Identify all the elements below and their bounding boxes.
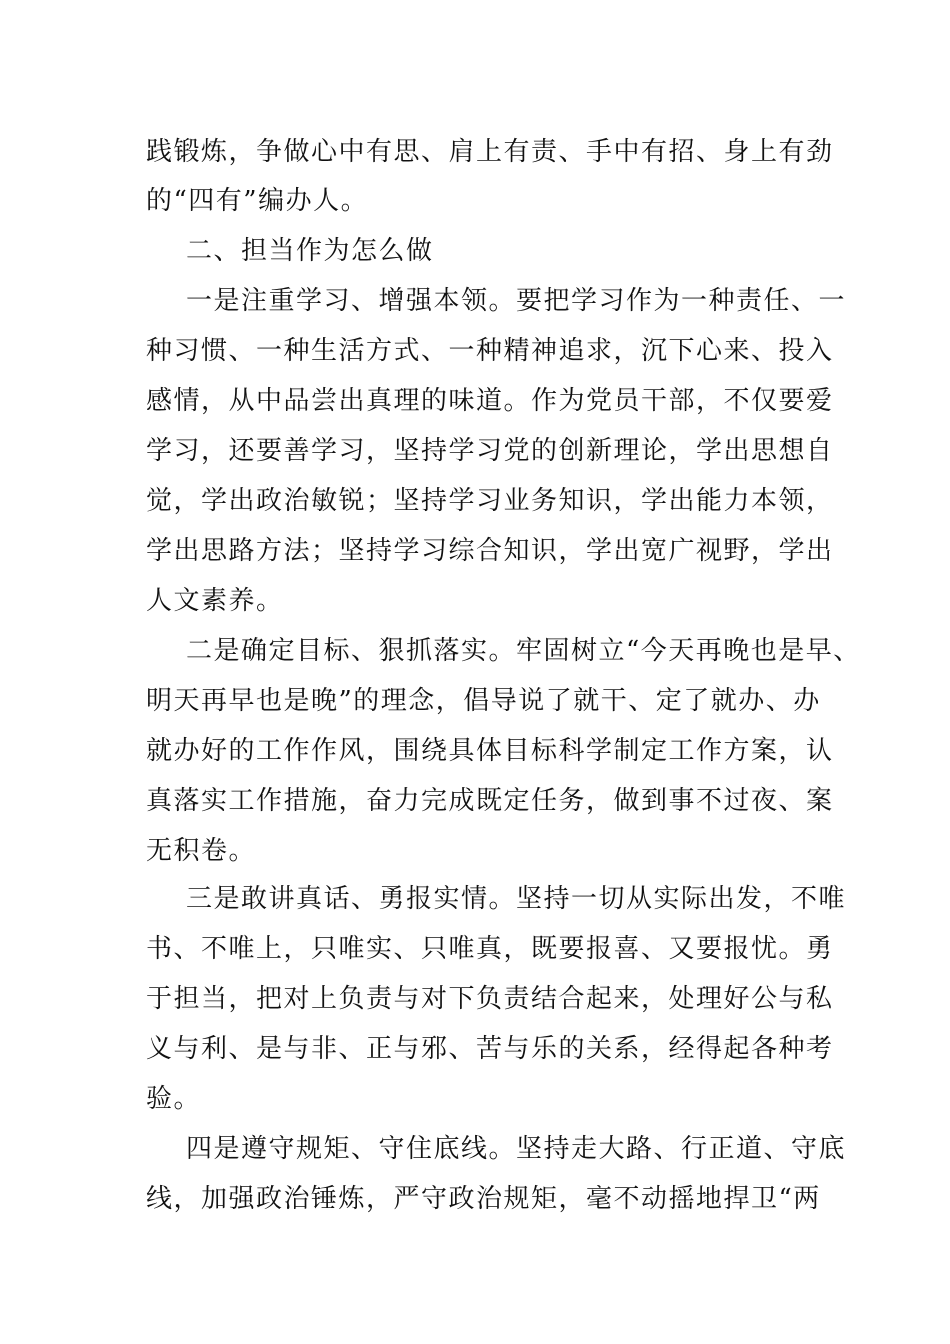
paragraph-first-line: 四是遵守规矩、守住底线。坚持走大路、行正道、守底	[186, 1134, 847, 1164]
text-line: 种习惯、一种生活方式、一种精神追求，沉下心来、投入	[146, 336, 834, 366]
text-line: 线，加强政治锤炼，严守政治规矩，毫不动摇地捍卫“两	[146, 1184, 821, 1214]
text-line: 践锻炼，争做心中有思、肩上有责、手中有招、身上有劲	[146, 137, 834, 167]
text-line: 学出思路方法；坚持学习综合知识，学出宽广视野，学出	[146, 536, 834, 566]
paragraph-first-line: 三是敢讲真话、勇报实情。坚持一切从实际出发，不唯	[186, 884, 847, 914]
text-line: 感情，从中品尝出真理的味道。作为党员干部，不仅要爱	[146, 386, 834, 416]
text-line: 义与利、是与非、正与邪、苦与乐的关系，经得起各种考	[146, 1034, 834, 1064]
paragraph-first-line: 二是确定目标、狠抓落实。牢固树立“今天再晚也是早、	[186, 636, 861, 666]
section-heading: 二、担当作为怎么做	[186, 236, 434, 266]
text-line: 觉，学出政治敏锐；坚持学习业务知识，学出能力本领，	[146, 486, 834, 516]
paragraph-first-line: 一是注重学习、增强本领。要把学习作为一种责任、一	[186, 286, 847, 316]
text-line: 就办好的工作作风，围绕具体目标科学制定工作方案，认	[146, 736, 834, 766]
text-line: 无积卷。	[146, 836, 257, 866]
text-line: 学习，还要善学习，坚持学习党的创新理论，学出思想自	[146, 436, 834, 466]
text-line: 书、不唯上，只唯实、只唯真，既要报喜、又要报忧。勇	[146, 934, 834, 964]
text-line: 验。	[146, 1084, 202, 1114]
text-line: 于担当，把对上负责与对下负责结合起来，处理好公与私	[146, 984, 834, 1014]
text-line: 明天再早也是晚”的理念，倡导说了就干、定了就办、办	[146, 686, 821, 716]
text-line: 真落实工作措施，奋力完成既定任务，做到事不过夜、案	[146, 786, 834, 816]
text-line: 的“四有”编办人。	[146, 186, 369, 216]
text-line: 人文素养。	[146, 586, 284, 616]
